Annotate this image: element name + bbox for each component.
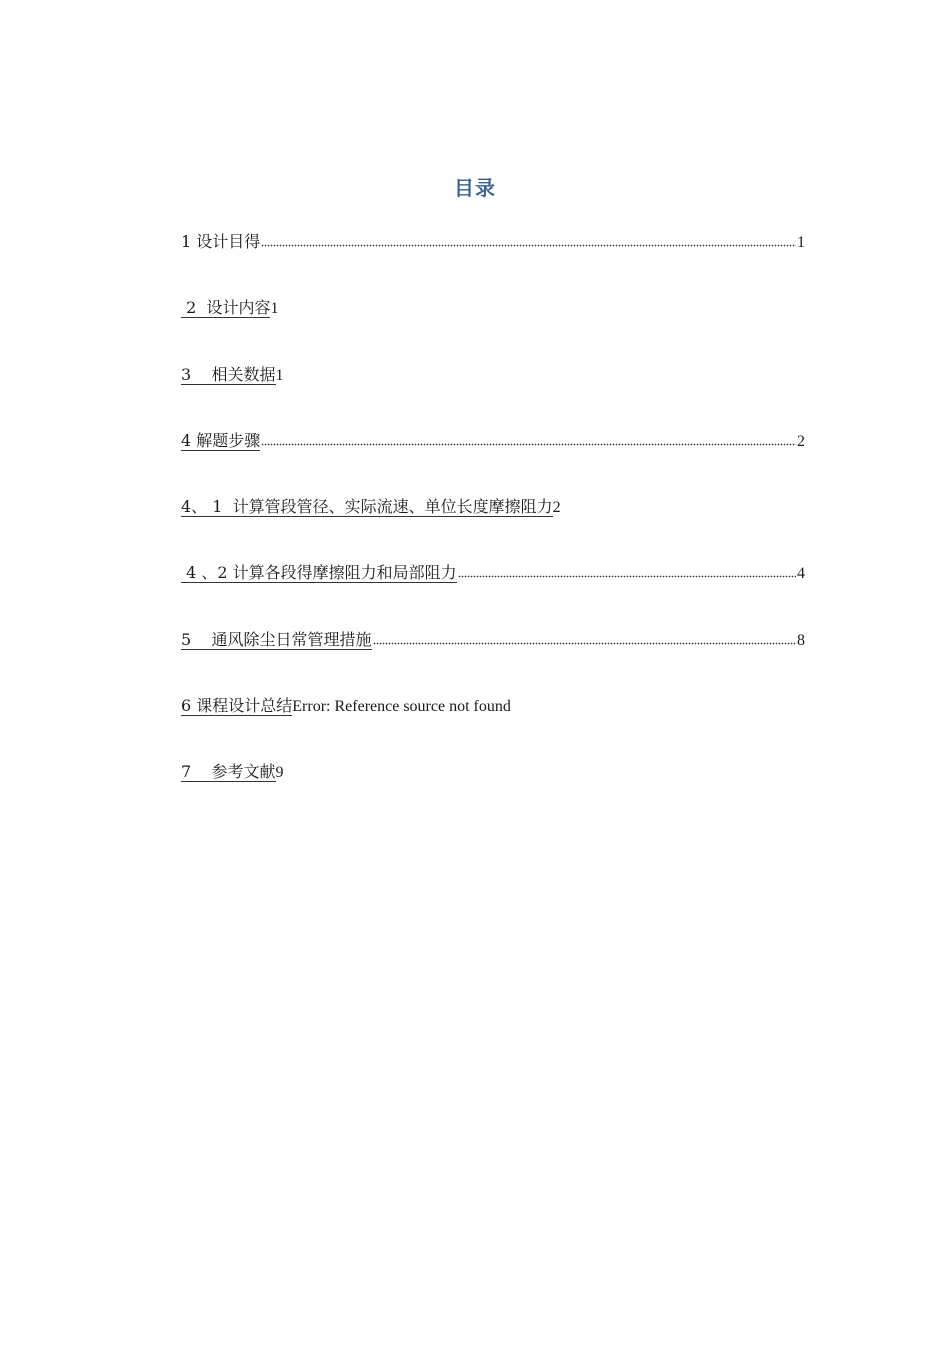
toc-title: 目录 [454,176,496,200]
toc-reference-error: Error: Reference source not found [292,698,511,716]
toc-page-number: 8 [797,631,805,649]
toc-entry-label[interactable]: 4 解题步骤 [181,430,261,450]
toc-page-number: 4 [797,565,805,583]
toc-entry-label[interactable]: 3 相关数据 [181,364,276,384]
toc-entry-related-data[interactable] [181,365,805,431]
toc-dot-leader [458,564,796,578]
toc-entry-solution-steps[interactable] [181,431,805,497]
toc-entry-label[interactable]: 4 、2 计算各段得摩擦阻力和局部阻力 [181,563,457,583]
toc-page-number: 1 [275,366,284,384]
toc-entry-management-measures[interactable] [181,630,805,696]
toc-page-number: 9 [275,764,284,782]
toc-page-number: 1 [270,300,279,318]
toc-entry-label[interactable]: 1 设计目得 [181,232,261,251]
toc-page-number: 1 [797,234,805,251]
toc-entry-design-purpose[interactable] [181,232,805,298]
toc-entry-section-4-1[interactable] [181,497,805,563]
toc-entry-course-summary[interactable] [181,696,805,762]
toc-dot-leader [373,631,796,645]
toc-entry-label[interactable]: 2 设计内容 [181,298,271,318]
toc-dot-leader [261,233,796,247]
toc-entry-section-4-2[interactable] [181,563,805,629]
toc-entry-label[interactable]: 4、 1 计算管段管径、实际流速、单位长度摩擦阻力 [181,497,553,517]
toc-entry-label[interactable]: 7 参考文献 [181,762,276,782]
toc-dot-leader [261,432,796,446]
toc-entry-label[interactable]: 5 通风除尘日常管理措施 [181,629,372,649]
toc-page-number: 2 [797,432,805,450]
toc-entry-references[interactable] [181,762,805,828]
toc-entry-design-content[interactable] [181,298,805,364]
toc-page-number: 2 [552,499,561,517]
table-of-contents [181,232,805,829]
toc-entry-label[interactable]: 6 课程设计总结 [181,696,293,716]
